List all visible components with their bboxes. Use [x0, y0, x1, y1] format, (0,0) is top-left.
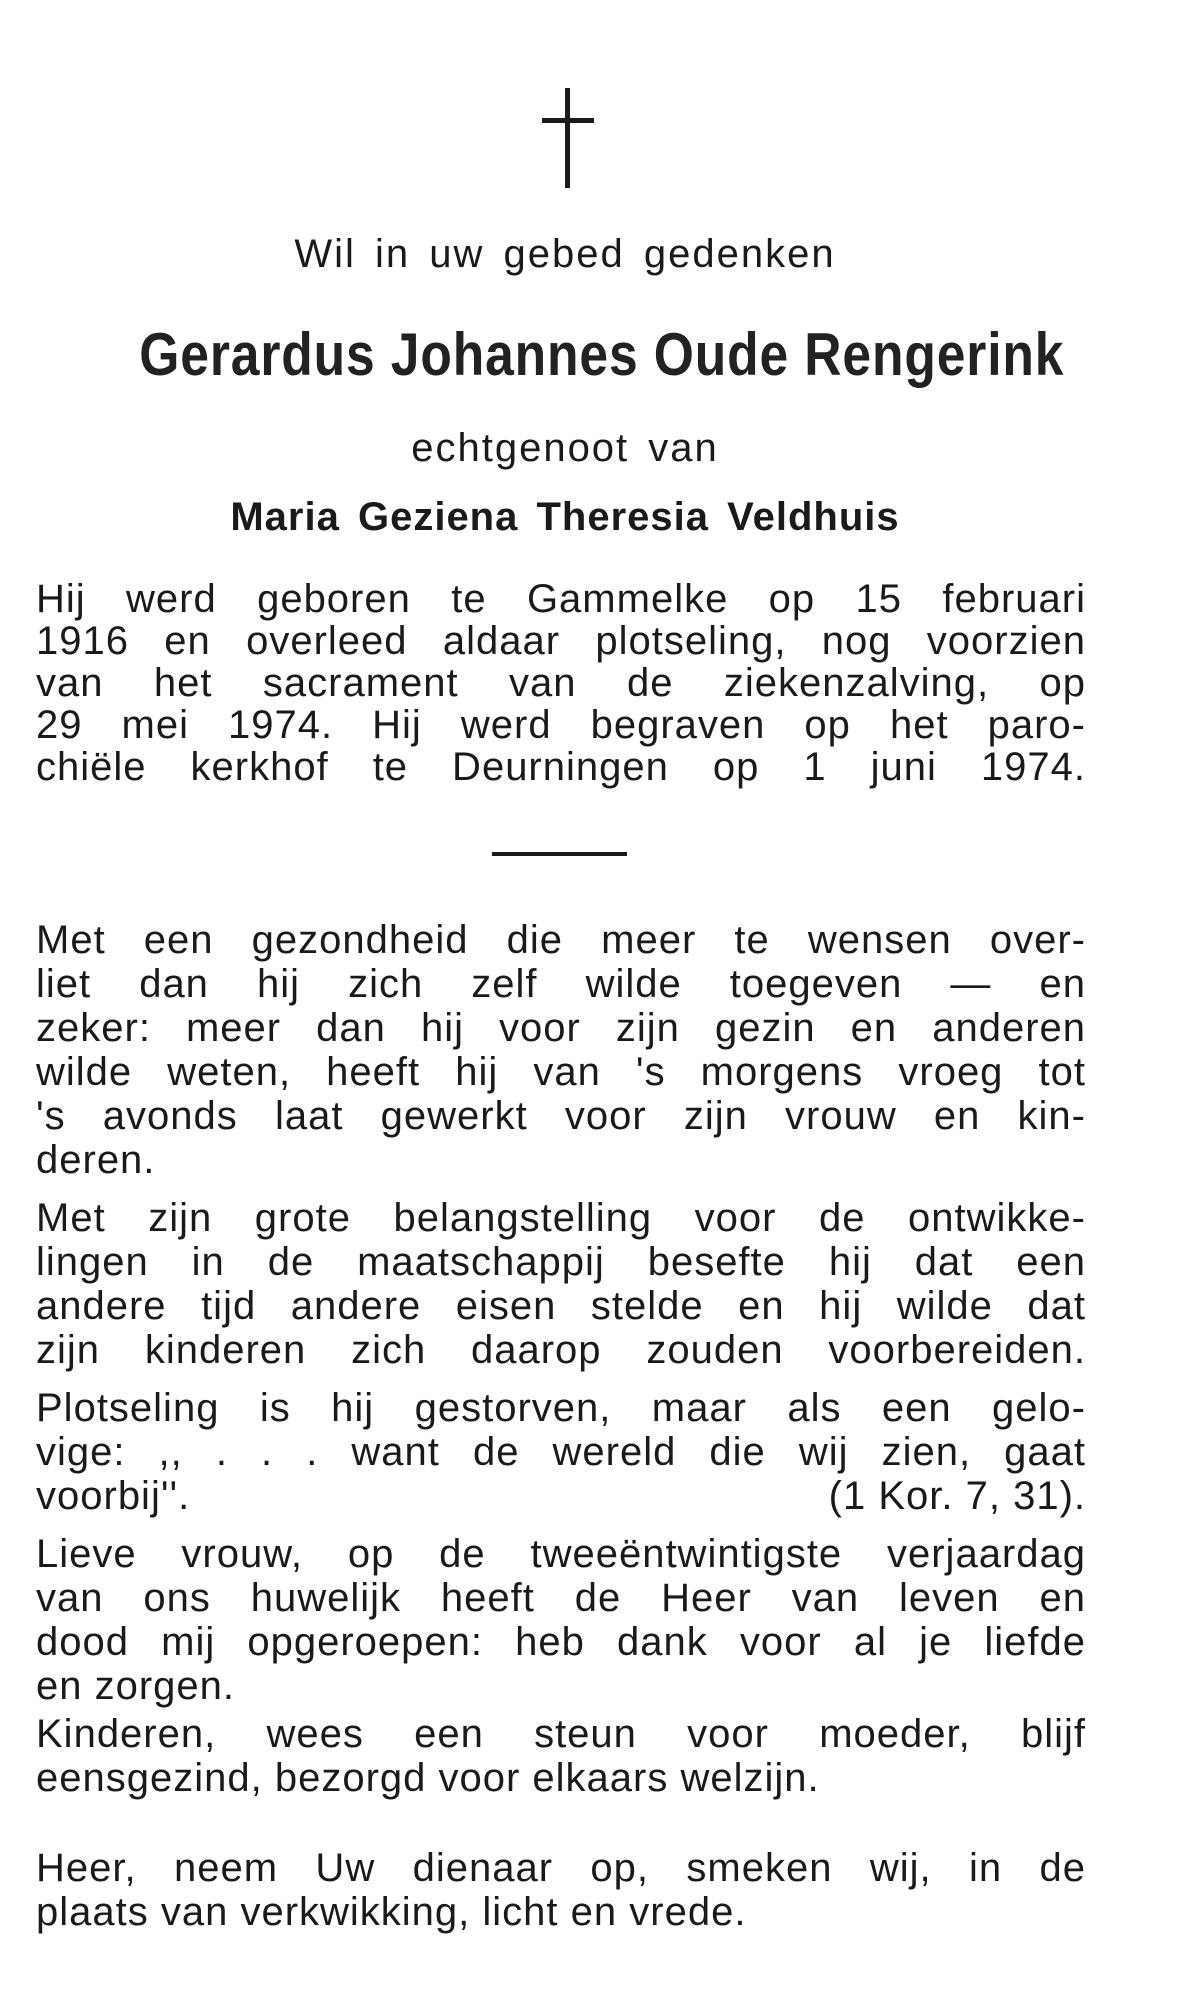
text-line: zijn kinderen zich daarop zouden voorbereiden. [36, 1328, 1086, 1372]
text-line: dood mij opgeroepen: heb dank voor al je liefde [36, 1620, 1086, 1664]
text-line: Kinderen, wees een steun voor moeder, blijf [36, 1712, 1086, 1756]
deceased-name: Gerardus Johannes Oude Rengerink [139, 321, 1065, 388]
biography-line: van het sacrament van de ziekenzalving, op [36, 661, 1086, 705]
paragraph-wife [36, 1532, 1086, 1708]
text-line: lingen in de maatschappij besefte hij dat een [36, 1240, 1086, 1284]
quote-end: voorbij''. [36, 1474, 191, 1518]
text-line: andere tijd andere eisen stelde en hij wilde dat [36, 1284, 1086, 1328]
text-line: Plotseling is hij gestorven, maar als een gelo- [36, 1386, 1086, 1430]
text-line: plaats van verkwikking, licht en vrede. [36, 1890, 747, 1934]
text-line: Met een gezondheid die meer te wensen over- [36, 918, 1086, 962]
text-line: en zorgen. [36, 1664, 236, 1708]
cross-icon [542, 88, 594, 188]
paragraph-faith [36, 1386, 1086, 1518]
intro-text: Wil in uw gebed gedenken [294, 232, 836, 276]
quote-line [36, 1474, 1086, 1518]
relation-text: echtgenoot van [411, 426, 719, 470]
text-line: vige: ,, . . . want de wereld die wij zien, gaat [36, 1430, 1086, 1474]
bible-citation: (1 Kor. 7, 31). [828, 1474, 1086, 1518]
biography-line: 1916 en overleed aldaar plotseling, nog voorzien [36, 619, 1086, 663]
biography-line: 29 mei 1974. Hij werd begraven op het paro- [36, 703, 1086, 747]
paragraph-prayer [36, 1846, 1086, 1934]
biography-line: Hij werd geboren te Gammelke op 15 februari [36, 577, 1086, 621]
biography [36, 578, 1086, 788]
paragraph-children [36, 1712, 1086, 1800]
biography-line: chiële kerkhof te Deurningen op 1 juni 1974. [36, 745, 1086, 789]
paragraph-health [36, 918, 1086, 1182]
text-line: Heer, neem Uw dienaar op, smeken wij, in de [36, 1846, 1086, 1890]
text-line: liet dan hij zich zelf wilde toegeven — en [36, 962, 1086, 1006]
text-line: 's avonds laat gewerkt voor zijn vrouw en kin- [36, 1094, 1086, 1138]
text-line: zeker: meer dan hij voor zijn gezin en anderen [36, 1006, 1086, 1050]
text-line: eensgezind, bezorgd voor elkaars welzijn. [36, 1756, 820, 1800]
text-line: wilde weten, heeft hij van 's morgens vroeg tot [36, 1050, 1086, 1094]
paragraph-society [36, 1196, 1086, 1372]
text-line: Met zijn grote belangstelling voor de ontwikke- [36, 1196, 1086, 1240]
text-line: van ons huwelijk heeft de Heer van leven en [36, 1576, 1086, 1620]
spouse-name: Maria Geziena Theresia Veldhuis [230, 495, 900, 539]
text-line: deren. [36, 1138, 156, 1182]
divider [492, 852, 627, 856]
text-line: Lieve vrouw, op de tweeëntwintigste verjaardag [36, 1532, 1086, 1576]
